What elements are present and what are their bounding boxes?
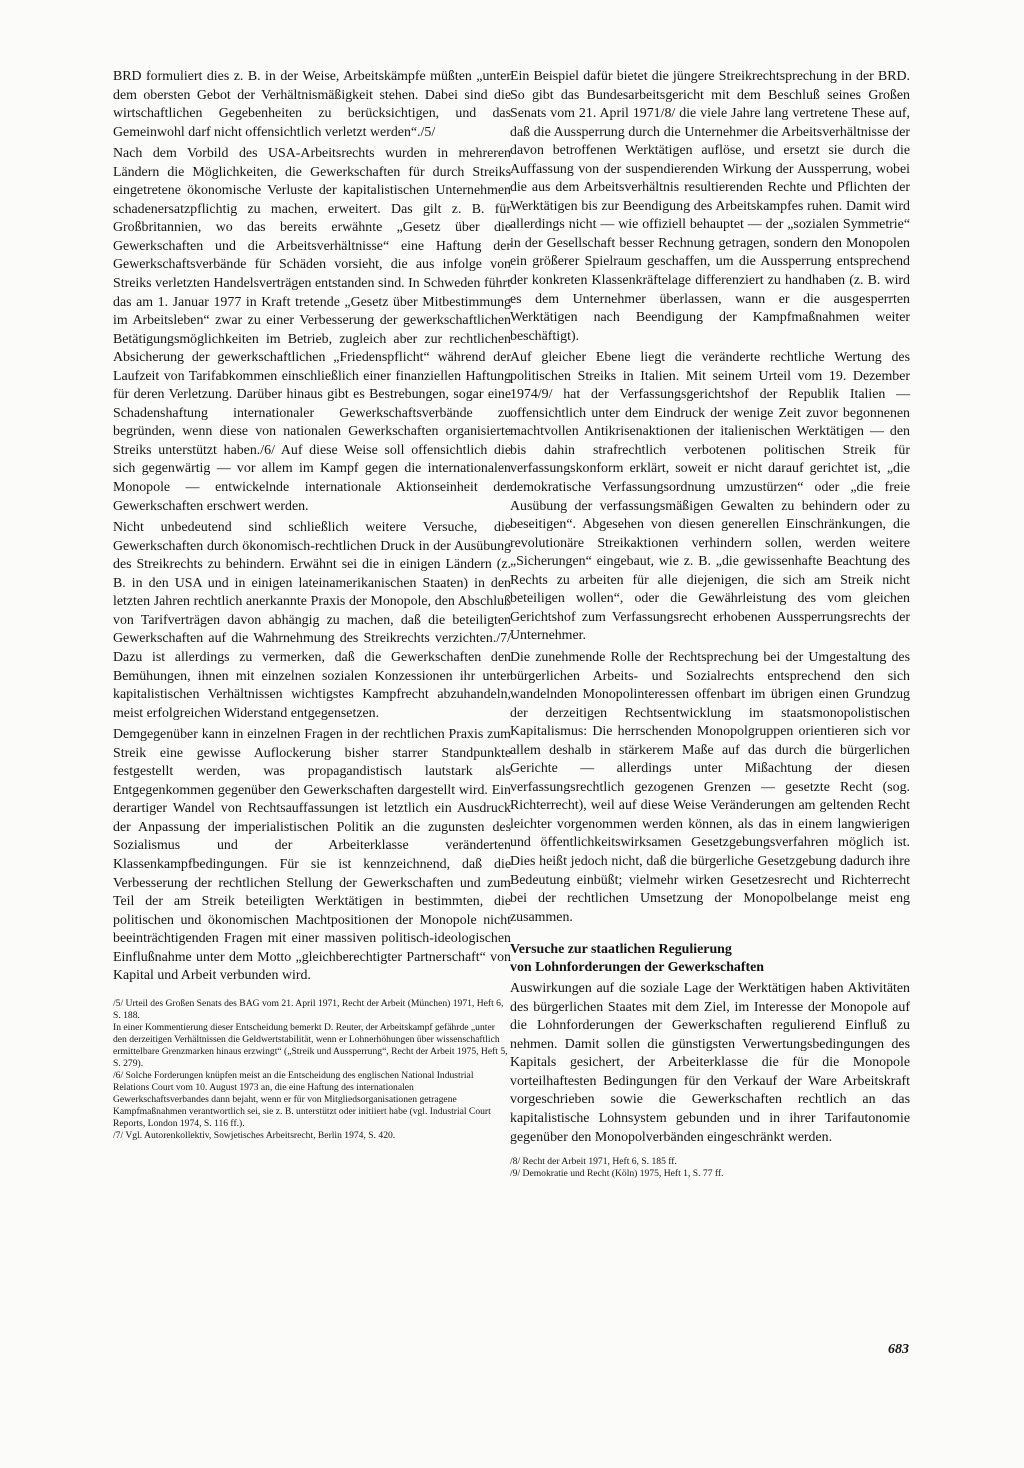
- right-column: [510, 68, 910, 1180]
- paragraph: Demgegenüber kann in einzelnen Fragen in der rechtlichen Praxis zum Streik eine gewisse Auflockerung bisher starrer Standpunkte festgestellt werden, was propagandistisch lautstark als Entgegenkommen gegenüber den Gewerkschaften dargestellt wird. Ein derartiger Wandel von Rechtsauffassungen ist letztlich ein Ausdruck der Anpassung der imperialistischen Politik an die zugunsten des Sozialismus und der Arbeiterklasse veränderten Klassenkampfbedingungen. Für sie ist kennzeichnend, daß die Verbesserung der rechtlichen Stellung der Gewerkschaften und zum Teil der am Streik beteiligten Werktätigen in bestimmten, die politischen und ökonomischen Machtpositionen der Monopole nicht beeinträchtigenden Fragen mit einer massiven politisch-ideologischen Einflußnahme unter dem Motto „gleichberechtigter Partnerschaft“ von Kapital und Arbeit verbunden wird.: [113, 727, 511, 984]
- footnotes-right: [510, 1156, 910, 1180]
- footnote: /5/ Urteil des Großen Senats des BAG vom 21. April 1971, Recht der Arbeit (München) 1971, Heft 6, S. 188.: [113, 997, 504, 1021]
- paragraph: Nicht unbedeutend sind schließlich weitere Versuche, die Gewerkschaften durch ökonomisch-rechtlichen Druck in der Ausübung des Streikrechts zu behindern. Erwähnt sei die in einigen Ländern (z. B. in den USA und in einigen lateinamerikanischen Staaten) in den letzten Jahren rechtlich anerkannte Praxis der Monopole, den Abschluß von Tarifverträgen davon abhängig zu machen, daß die beteiligten Gewerkschaften auf die Wahrnehmung des Streikrechts verzichten./7/ Dazu ist allerdings zu vermerken, daß die Gewerkschaften den Bemühungen, ihnen mit einzelnen sozialen Konzessionen ihr unter kapitalistischen Verhältnissen wichtigstes Kampfrecht abzuhandeln, meist erfolgreichen Widerstand entgegensetzen.: [113, 520, 511, 721]
- paragraph: Nach dem Vorbild des USA-Arbeitsrechts wurden in mehreren Ländern die Möglichkeiten, die Gewerkschaften für durch Streiks eingetretene ökonomische Verluste der kapitalistischen Unternehmen schadenersatzpflichtig zu machen, erweitert. Das gilt z. B. für Großbritannien, wo das bereits erwähnte „Gesetz über die Gewerkschaften und die Arbeitsverhältnisse“ eine Haftung der Gewerkschaftsverbände für Schäden vorsieht, die aus infolge von Streiks verletzten Handelsverträgen entstanden sind. In Schweden führt das am 1. Januar 1977 in Kraft tretende „Gesetz über Mitbestimmung im Arbeitsleben“ zwar zu einer Verbesserung der gewerkschaftlichen Betätigungsmöglichkeiten im Betrieb, zugleich aber zur rechtlichen Absicherung der gewerkschaftlichen „Friedenspflicht“ während der Laufzeit von Tarifabkommen einschließlich einer finanziellen Haftung für deren Verletzung. Darüber hinaus gibt es Bestrebungen, sogar eine Schadenshaftung internationaler Gewerkschaftsverbände zu begründen, wenn diese von nationalen Gewerkschaften organisierte Streiks unterstützt haben./6/ Auf diese Weise soll offensichtlich die sich gegenwärtig — vor allem im Kampf gegen die internationalen Monopole — entwickelnde internationale Aktionseinheit der Gewerkschaften erschwert werden.: [113, 146, 511, 514]
- footnote: /9/ Demokratie und Recht (Köln) 1975, Heft 1, S. 77 ff.: [510, 1168, 724, 1180]
- paragraph: Die zunehmende Rolle der Rechtsprechung bei der Umgestaltung des bürgerlichen Arbeits- und Sozialrechts entsprechend den sich wandelnden Monopolinteressen offenbart im übrigen einen Grundzug der derzeitigen Rechtsentwicklung im staatsmonopolistischen Kapitalismus: Die herrschenden Monopolgruppen orientieren sich vor allem deshalb in stärkerem Maße auf das durch die bürgerlichen Gerichte — allerdings unter Mißachtung der diesen verfassungsrechtlich gezogenen Grenzen — gesetzte Recht (sog. Richterrecht), weil auf diese Weise Veränderungen am geltenden Recht leichter vorgenommen werden können, als das in einem langwierigen und öffentlichkeitswirksamen Gesetzgebungsverfahren möglich ist. Dies heißt jedoch nicht, daß die bürgerliche Gesetzgebung dadurch ihre Bedeutung einbüßt; vielmehr wirken Gesetzesrecht und Richterrecht bei der rechtlichen Umsetzung der Monopolbelange meist eng zusammen.: [510, 649, 910, 925]
- paragraph: Ein Beispiel dafür bietet die jüngere Streikrechtsprechung in der BRD. So gibt das Bundesarbeitsgericht mit dem Beschluß seines Großen Senats vom 21. April 1971/8/ die viele Jahre lang vertretene These auf, daß die Aussperrung durch die Unternehmer die Arbeitsverhältnisse der davon betroffenen Werktätigen auflöse, und ersetzt sie durch die Auffassung von der suspendierenden Wirkung der Aussperrung, wobei die aus dem Arbeitsverhältnis resultierenden Rechte und Pflichten der Werktätigen bis zur Beendigung des Arbeitskampfes ruhen. Damit wird allerdings nicht — wie offiziell behauptet — der „sozialen Symmetrie“ in der Gesellschaft besser Rechnung getragen, sondern den Monopolen ein größerer Spielraum geschaffen, um die Aussperrung entsprechend der konkreten Klassenkräftelage differenziert zu handhaben (z. B. wird es dem Unternehmer überlassen, wann er die ausgesperrten Werktätigen nach Beendigung der Kampfmaßnahmen weiter beschäftigt).: [510, 69, 910, 344]
- paragraph: BRD formuliert dies z. B. in der Weise, Arbeitskämpfe müßten „unter dem obersten Gebot der Verhältnismäßigkeit stehen. Dabei sind die wirtschaftlichen Gegebenheiten zu berücksichtigen, und das Gemeinwohl darf nicht offensichtlich verletzt werden“./5/: [113, 69, 511, 140]
- section-heading-line: von Lohnforderungen der Gewerkschaften: [510, 960, 765, 976]
- section-heading: [510, 941, 910, 977]
- footnote: In einer Kommentierung dieser Entscheidung bemerkt D. Reuter, der Arbeitskampf gefährde „unter den derzeitigen Verhältnissen die Geldwertstabilität, wenn er Lohnerhöhungen über wissenschaftlich ermittelbare Grenzmarken hinaus erzwingt“ („Streik und Aussperrung“, Recht der Arbeit 1975, Heft 5, S. 279).: [113, 1021, 508, 1069]
- paragraph: Auf gleicher Ebene liegt die veränderte rechtliche Wertung des politischen Streiks in Italien. Mit seinem Urteil vom 19. Dezember 1974/9/ hat der Verfassungsgerichtshof der Republik Italien — offensichtlich unter dem Eindruck der wenige Zeit zuvor begonnenen machtvollen Antikrisenaktionen der italienischen Werktätigen — den bis dahin strafrechtlich verbotenen politischen Streik für verfassungskonform erklärt, soweit er nicht darauf gerichtet ist, „die demokratische Verfassungsordnung umzustürzen“ oder „die freie Ausübung der verfassungsmäßigen Gewalten zu behindern oder zu beseitigen“. Abgesehen von diesen generellen Einschränkungen, die revolutionäre Streikaktionen verhindern sollen, werden weitere „Sicherungen“ eingebaut, wie z. B. „die gewissenhafte Beachtung des Rechts zu arbeiten für alle diejenigen, die sich am Streik nicht beteiligen wollen“, oder die Gewährleistung des vom gleichen Gerichtshof zum Verfassungsrecht erhobenen Aussperrungsrechts der Unternehmer.: [510, 350, 910, 644]
- footnote: /8/ Recht der Arbeit 1971, Heft 6, S. 185 ff.: [510, 1156, 677, 1168]
- left-column: [113, 68, 511, 1142]
- paragraph: Auswirkungen auf die soziale Lage der Werktätigen haben Aktivitäten des bürgerlichen Staates mit dem Ziel, im Interesse der Monopole auf die Lohnforderungen der Gewerkschaften regulierend Einfluß zu nehmen. Damit sollen die günstigsten Verwertungsbedingungen des Kapitals gesichert, der Arbeiterklasse die für die Monopole vorteilhaftesten Bedingungen für den Verkauf der Ware Arbeitskraft vorgeschrieben sowie die Gewerkschaften rechtlich an das kapitalistische Lohnsystem gebunden und in ihrer Tarifautonomie gegenüber den Monopolverbänden eingeschränkt werden.: [510, 981, 910, 1145]
- page-number: 683: [888, 1342, 909, 1357]
- footnote: /6/ Solche Forderungen knüpfen meist an die Entscheidung des englischen National Industrial Relations Court vom 10. August 1973 an, die eine Haftung des internationalen Gewerkschaftsverbandes dann bejaht, wenn er für von Mitgliedsorganisationen getragene Kampfmaßnahmen verantwortlich sei, sie z. B. unterstützt oder initiiert habe (vgl. Industrial Court Reports, London 1974, S. 116 ff.).: [113, 1069, 491, 1129]
- section-heading-line: Versuche zur staatlichen Regulierung: [510, 942, 732, 958]
- footnotes-left: [113, 998, 511, 1142]
- footnote: /7/ Vgl. Autorenkollektiv, Sowjetisches Arbeitsrecht, Berlin 1974, S. 420.: [113, 1129, 396, 1141]
